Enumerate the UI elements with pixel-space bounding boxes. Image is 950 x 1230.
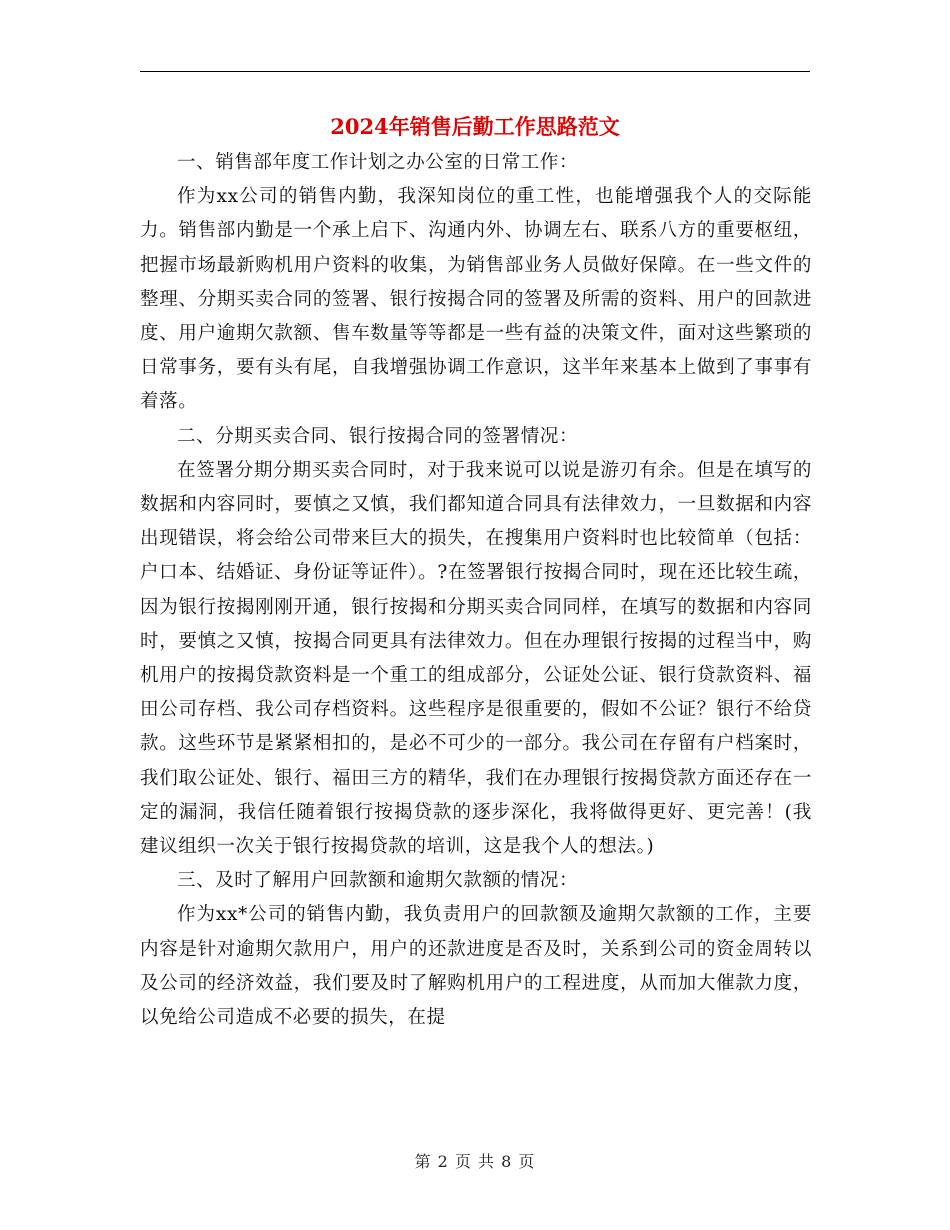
section-heading-2: 二、分期买卖合同、银行按揭合同的签署情况： bbox=[177, 425, 579, 447]
page-number: 第 2 页 共 8 页 bbox=[414, 1152, 536, 1171]
body-paragraph-2: 在签署分期分期买卖合同时，对于我来说可以说是游刃有余。但是在填写的数据和内容同时，要慎之又慎，我们都知道合同具有法律效力，一旦数据和内容出现错误，将会给公司带来巨大的损失，在搜集用户资料时也比较简单（包括：户口本、结婚证、身份证等证件）。?在签署银行按揭合同时，现在还比较生疏，因为银行按揭刚刚开通，银行按揭和分期买卖合同同样，在填写的数据和内容同时，要慎之又慎，按揭合同更具有法律效力。但在办理银行按揭的过程当中，购机用户的按揭贷款资料是一个重工的组成部分，公证处公证、银行贷款资料、福田公司存档、我公司存档资料。这些程序是很重要的，假如不公证？银行不给贷款。这些环节是紧紧相扣的，是必不可少的一部分。我公司在存留有户档案时，我们取公证处、银行、福田三方的精华，我们在办理银行按揭贷款方面还存在一定的漏洞，我信任随着银行按揭贷款的逐步深化，我将做得更好、更完善！(我建议组织一次关于银行按揭贷款的培训，这是我个人的想法。) bbox=[140, 459, 812, 858]
section-heading-3: 三、及时了解用户回款额和逾期欠款额的情况： bbox=[177, 870, 579, 892]
body-paragraph-3: 作为xx*公司的销售内勤，我负责用户的回款额及逾期欠款额的工作，主要内容是针对逾期欠款用户，用户的还款进度是否及时，关系到公司的资金周转以及公司的经济效益，我们要及时了解购机用户的工程进度，从而加大催款力度，以免给公司造成不必要的损失，在提 bbox=[140, 904, 812, 1029]
document-body bbox=[140, 146, 812, 1035]
document-title: 2024年销售后勤工作思路范文 bbox=[330, 114, 620, 139]
section-heading-1: 一、销售部年度工作计划之办公室的日常工作： bbox=[177, 152, 579, 173]
header-rule bbox=[140, 71, 810, 72]
body-paragraph-1: 作为xx公司的销售内勤，我深知岗位的重工性，也能增强我个人的交际能力。销售部内勤是一个承上启下、沟通内外、协调左右、联系八方的重要枢纽，把握市场最新购机用户资料的收集，为销售部业务人员做好保障。在一些文件的整理、分期买卖合同的签署、银行按揭合同的签署及所需的资料、用户的回款进度、用户逾期欠款额、售车数量等等都是一些有益的决策文件，面对这些繁琐的日常事务，要有头有尾，自我增强协调工作意识，这半年来基本上做到了事事有着落。 bbox=[140, 186, 812, 413]
